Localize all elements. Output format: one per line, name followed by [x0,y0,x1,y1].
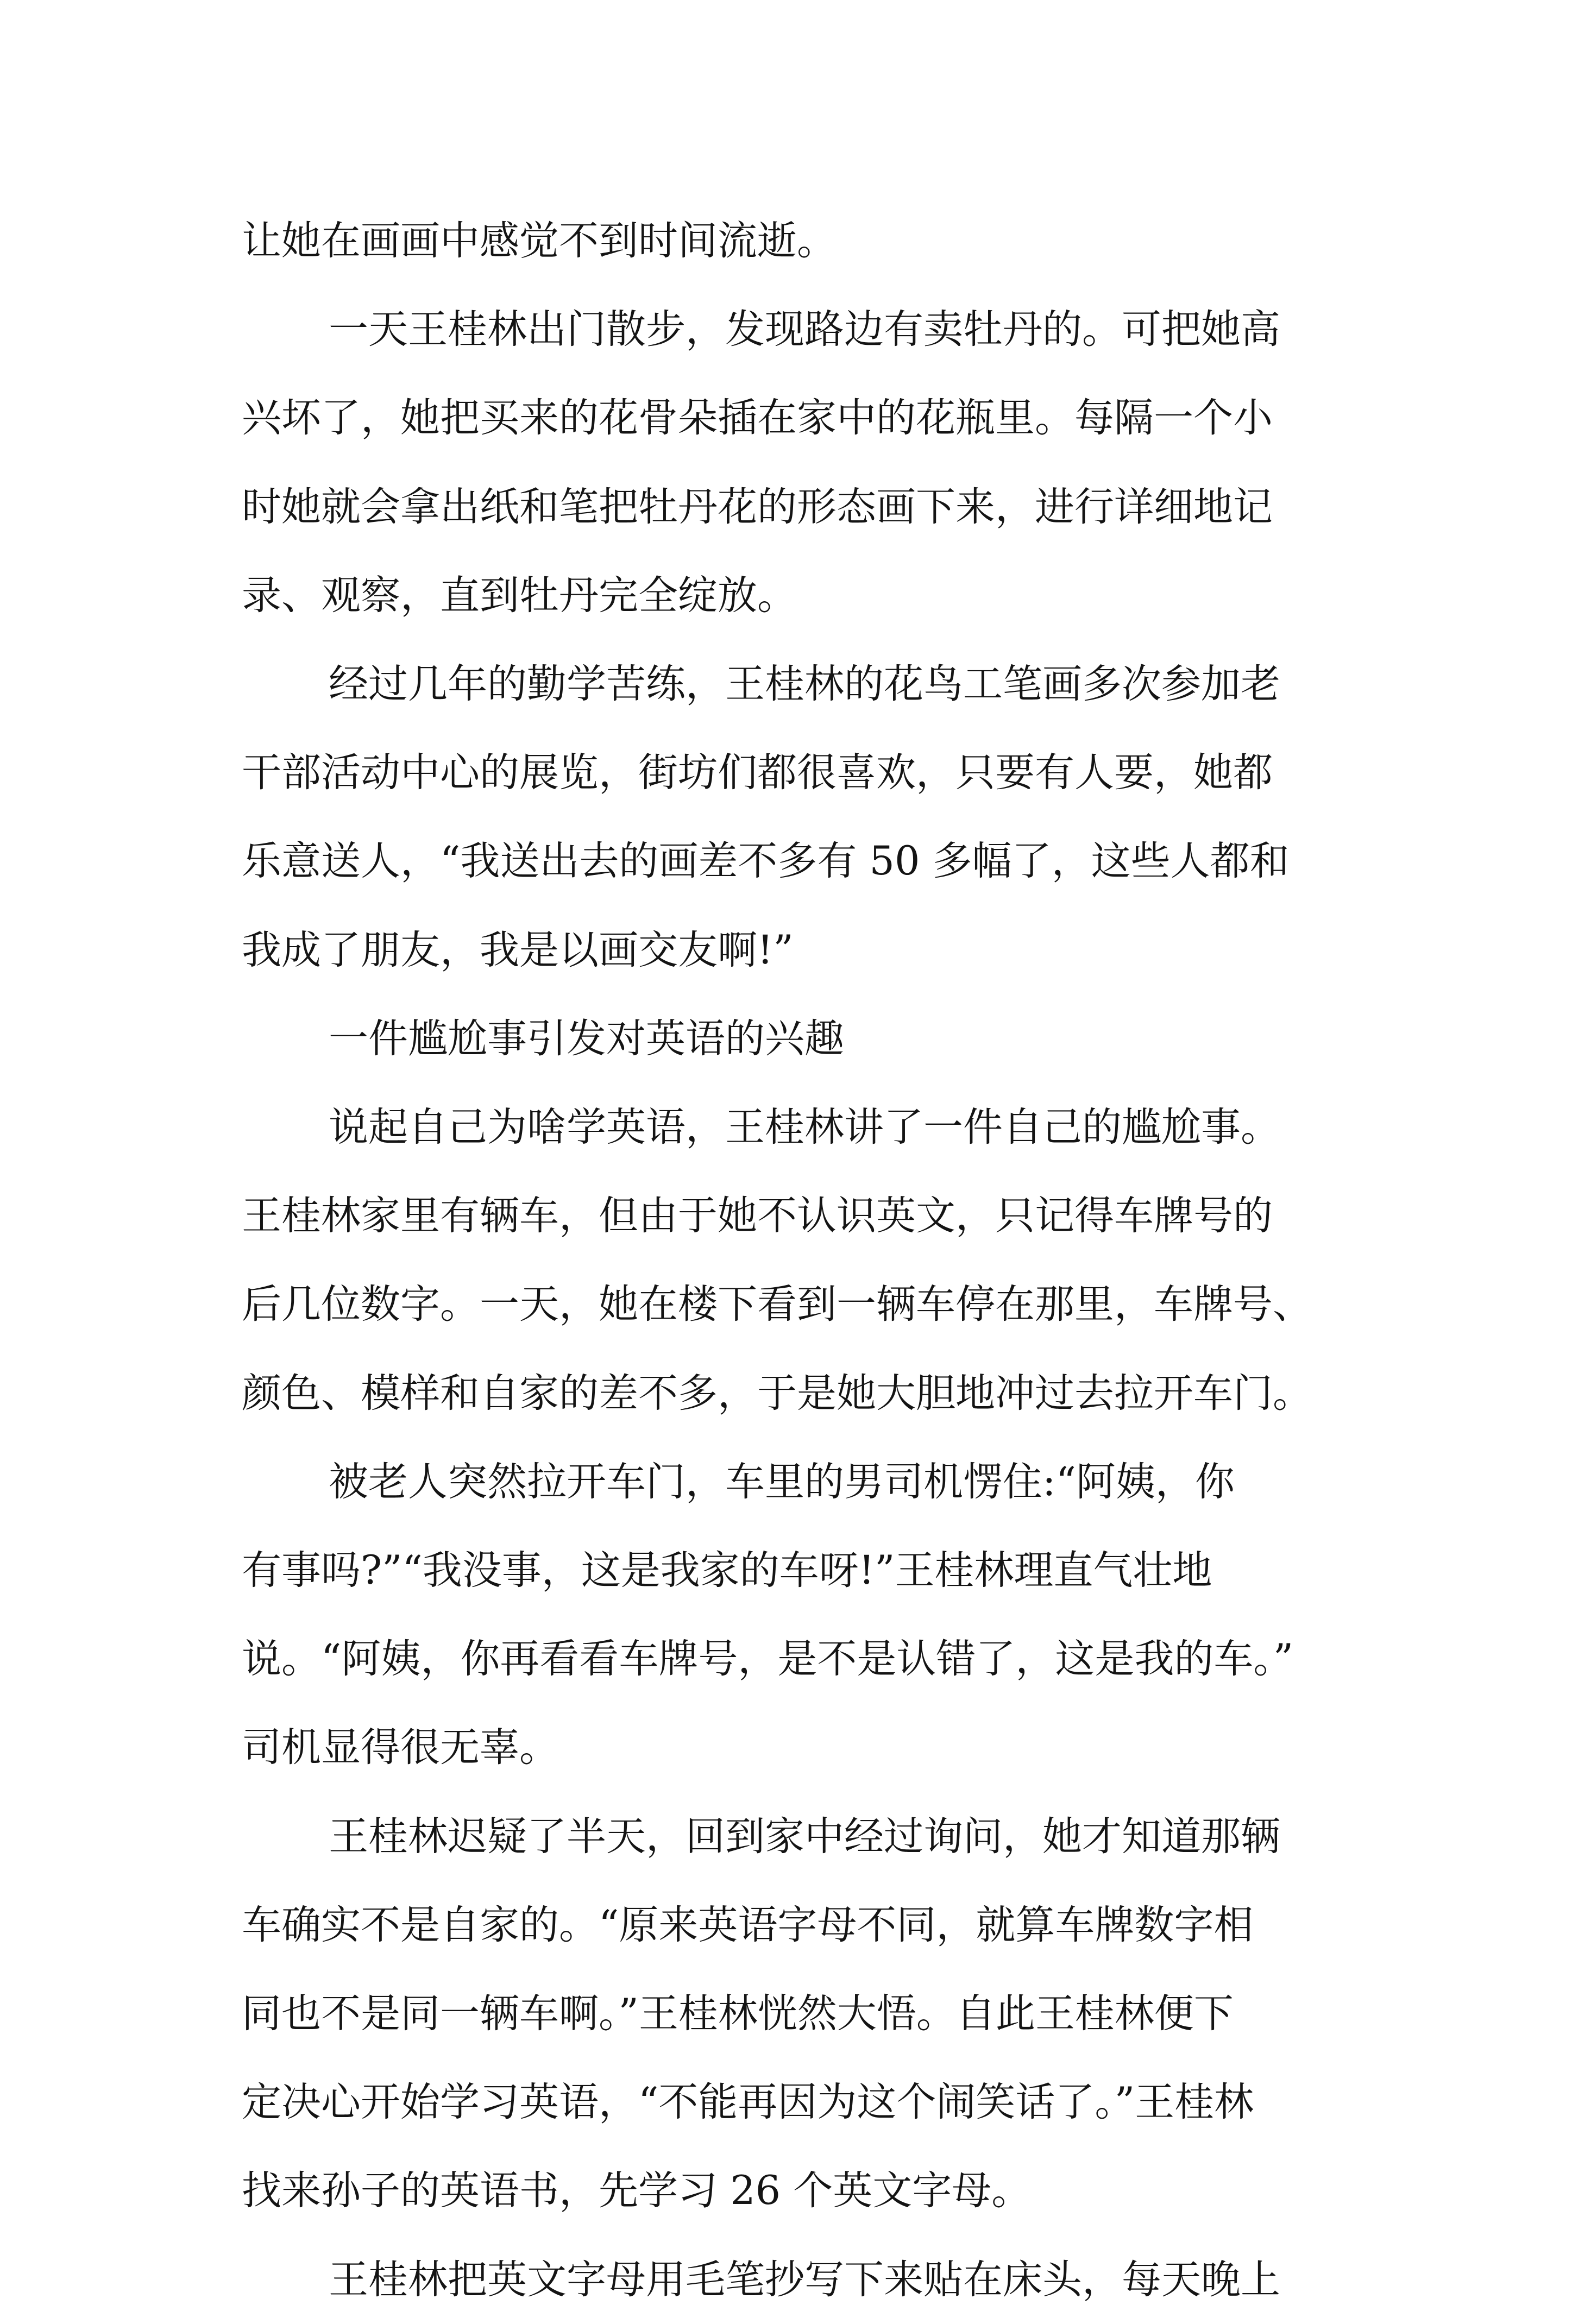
text-line: 有事吗?”“我没事，这是我家的车呀!”王桂林理直气壮地 [242,1547,1212,1594]
text-line: 被老人突然拉开车门，车里的男司机愣住:“阿姨，你 [329,1458,1235,1505]
text-line: 让她在画画中感觉不到时间流逝。 [242,218,837,264]
text-line: 王桂林把英文字母用毛笔抄写下来贴在床头，每天晚上 [329,2256,1280,2303]
text-line: 后几位数字。一天，她在楼下看到一辆车停在那里，车牌号、 [242,1281,1312,1328]
text-line: 说。“阿姨，你再看看车牌号，是不是认错了，这是我的车。” [242,1636,1294,1683]
text-line: 王桂林迟疑了半天，回到家中经过询问，她才知道那辆 [329,1813,1280,1860]
text-line: 录、观察，直到牡丹完全绽放。 [242,572,797,619]
text-line: 同也不是同一辆车啊。”王桂林恍然大悟。自此王桂林便下 [242,1991,1234,2037]
text-line: 定决心开始学习英语，“不能再因为这个闹笑话了。”王桂林 [242,2079,1254,2126]
text-line: 车确实不是自家的。“原来英语字母不同，就算车牌数字相 [242,1901,1254,1948]
text-line: 说起自己为啥学英语，王桂林讲了一件自己的尴尬事。 [329,1104,1280,1151]
text-line: 王桂林家里有辆车，但由于她不认识英文，只记得车牌号的 [242,1193,1273,1239]
text-line: 经过几年的勤学苦练，王桂林的花鸟工笔画多次参加老 [329,661,1280,708]
text-line: 司机显得很无辜。 [242,1724,559,1771]
text-line: 找来孙子的英语书，先学习 26 个英文字母。 [242,2168,1032,2214]
text-line: 时她就会拿出纸和笔把牡丹花的形态画下来，进行详细地记 [242,483,1273,530]
text-line: 我成了朋友，我是以画交友啊!” [242,927,794,973]
section-heading: 一件尴尬事引发对英语的兴趣 [329,1015,844,1062]
text-line: 兴坏了，她把买来的花骨朵插在家中的花瓶里。每隔一个小 [242,395,1273,442]
text-line: 干部活动中心的展览，街坊们都很喜欢，只要有人要，她都 [242,750,1273,796]
article-body [242,197,1350,2324]
text-line: 一天王桂林出门散步，发现路边有卖牡丹的。可把她高 [329,306,1280,353]
text-line: 颜色、模样和自家的差不多，于是她大胆地冲过去拉开车门。 [242,1370,1312,1416]
text-line: 乐意送人，“我送出去的画差不多有 50 多幅了，这些人都和 [242,838,1290,885]
